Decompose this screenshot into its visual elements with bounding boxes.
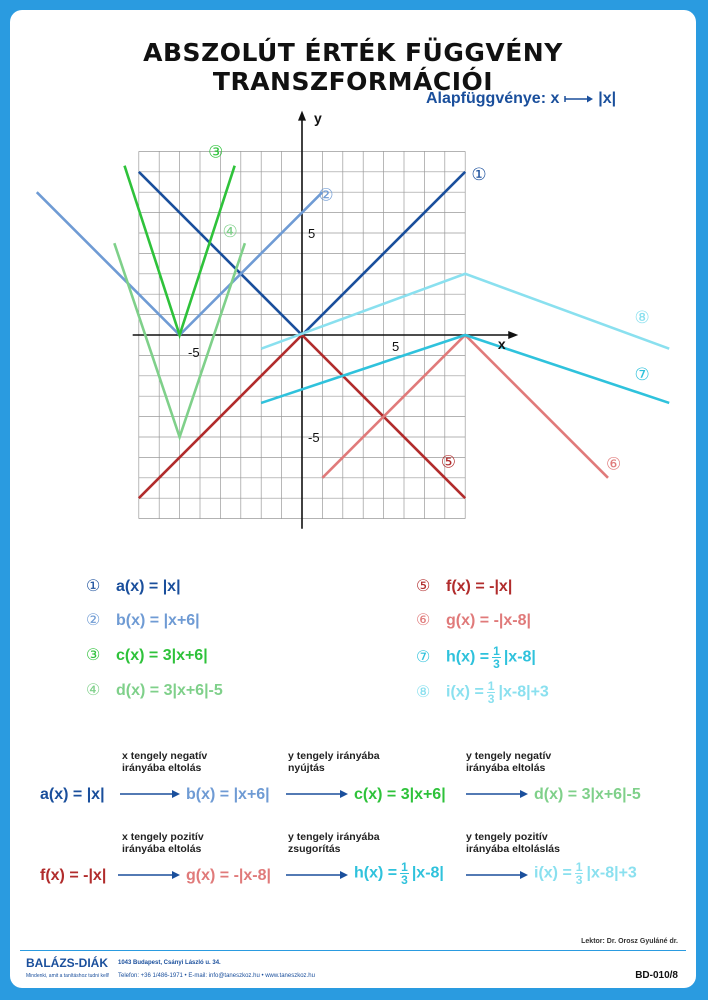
page-title: ABSZOLÚT ÉRTÉK FÜGGVÉNY TRANSZFORMÁCIÓI xyxy=(143,38,563,96)
publisher-contacts: Telefon: +36 1/486-1971 • E-mail: info@taneszkoz.hu • www.taneszkoz.hu xyxy=(118,973,315,979)
publisher-address: 1043 Budapest, Csányi László u. 34. xyxy=(118,960,221,966)
fraction: $\frac{1}{3}$ xyxy=(493,644,500,671)
x-axis-label: x xyxy=(497,336,506,352)
product-code: BD-010/8 xyxy=(635,970,678,981)
legend-formula-prefix: i(x) = xyxy=(446,683,484,701)
chart-axes xyxy=(133,111,519,529)
legend-formula: f(x) = -|x| xyxy=(446,578,513,595)
series-number-6: ⑥ xyxy=(605,454,622,474)
series-number-4: ④ xyxy=(222,222,238,242)
footer-divider xyxy=(20,950,686,951)
legend-item-2 xyxy=(86,610,200,630)
legend-formula-suffix: |x-8| xyxy=(503,648,536,666)
legend-number: ⑤ xyxy=(416,578,431,595)
series-number-7: ⑦ xyxy=(634,364,650,384)
y-axis-arrow xyxy=(298,111,306,121)
fraction: $\frac{1}{3}$ xyxy=(575,860,583,887)
legend-item-5 xyxy=(416,576,512,596)
legend-formula: d(x) = 3|x+6|-5 xyxy=(116,682,223,699)
chain-2-step-label-1: x tengely pozitív irányába eltolás xyxy=(122,831,204,855)
y-tick-label: -5 xyxy=(308,430,320,445)
arrow-head-icon xyxy=(340,790,348,798)
legend-formula-prefix: h(x) = xyxy=(446,648,490,666)
chain-2-expression-2: g(x) = -|x-8| xyxy=(186,867,271,884)
publisher-slogan: Mindenki, amit a tanításhoz tudni kell! xyxy=(26,973,110,979)
series-number-8: ⑧ xyxy=(634,307,650,327)
chain-2-expression-3: h(x) = $\frac{1}{3}$ |x-8| xyxy=(354,860,444,887)
base-function-label: Alapfüggvénye: x xyxy=(426,90,560,107)
chain-1-expression-1: a(x) = |x| xyxy=(40,786,105,803)
chain-1-step-label-1: x tengely negatív irányába eltolás xyxy=(122,750,208,774)
series-number-3: ③ xyxy=(208,142,224,162)
chain-1-step-label-2: y tengely irányába nyújtás xyxy=(288,750,380,774)
x-tick-label: -5 xyxy=(188,345,200,360)
chain-2-expression-1: f(x) = -|x| xyxy=(40,867,107,884)
function-chart xyxy=(10,10,696,540)
publisher-logo: BALÁZS-DIÁK xyxy=(26,956,108,970)
legend-number: ④ xyxy=(86,682,101,699)
legend-formula: a(x) = |x| xyxy=(116,578,181,595)
chain-1-expression-3: c(x) = 3|x+6| xyxy=(354,786,446,803)
legend-item-3 xyxy=(86,645,208,665)
legend-number: ② xyxy=(86,612,101,629)
fraction: $\frac{1}{3}$ xyxy=(487,679,495,706)
arrow-head-icon xyxy=(340,871,348,879)
poster xyxy=(10,10,696,988)
chart-series xyxy=(37,166,669,499)
legend-item-1 xyxy=(86,576,181,596)
chain-2-step-label-2: y tengely irányába zsugorítás xyxy=(288,831,380,855)
arrow-head-icon xyxy=(520,871,528,879)
base-function-target: |x| xyxy=(598,90,617,107)
chain-1-expression-2: b(x) = |x+6| xyxy=(186,786,270,803)
legend-item-7 xyxy=(416,645,536,670)
fraction: $\frac{1}{3}$ xyxy=(401,860,408,887)
legend-number: ⑧ xyxy=(416,683,431,701)
legend-formula: c(x) = 3|x+6| xyxy=(116,647,208,664)
legend-number: ⑥ xyxy=(416,612,431,629)
legend-formula-suffix: |x-8|+3 xyxy=(498,683,549,701)
legend-number: ⑦ xyxy=(416,648,431,666)
legend-number: ③ xyxy=(86,647,101,664)
lektor-text: Lektor: Dr. Orosz Gyuláné dr. xyxy=(581,938,678,945)
y-axis-label: y xyxy=(314,109,322,126)
x-axis-arrow xyxy=(508,331,518,339)
series-number-2: ② xyxy=(318,185,334,205)
chain-1-step-label-3: y tengely negatív irányába eltolás xyxy=(466,750,552,774)
arrow-head-icon xyxy=(172,790,180,798)
chain-2-expression-4: i(x) = $\frac{1}{3}$ |x-8|+3 xyxy=(534,860,637,887)
legend-formula: g(x) = -|x-8| xyxy=(446,612,531,629)
legend-item-8 xyxy=(416,680,549,705)
chain-2-step-label-3: y tengely pozitív irányába eltoláslás xyxy=(466,831,560,855)
arrow-head-icon xyxy=(172,871,180,879)
x-tick-label: 5 xyxy=(392,339,400,354)
chain-1-expression-4: d(x) = 3|x+6|-5 xyxy=(534,786,641,803)
legend-formula: b(x) = |x+6| xyxy=(116,612,200,629)
y-tick-label: 5 xyxy=(308,226,316,241)
series-number-1: ① xyxy=(471,164,487,184)
arrow-head-icon xyxy=(520,790,528,798)
series-number-5: ⑤ xyxy=(440,452,456,472)
legend-number: ① xyxy=(86,578,101,595)
legend-item-4 xyxy=(86,680,223,700)
legend-item-6 xyxy=(416,610,531,630)
